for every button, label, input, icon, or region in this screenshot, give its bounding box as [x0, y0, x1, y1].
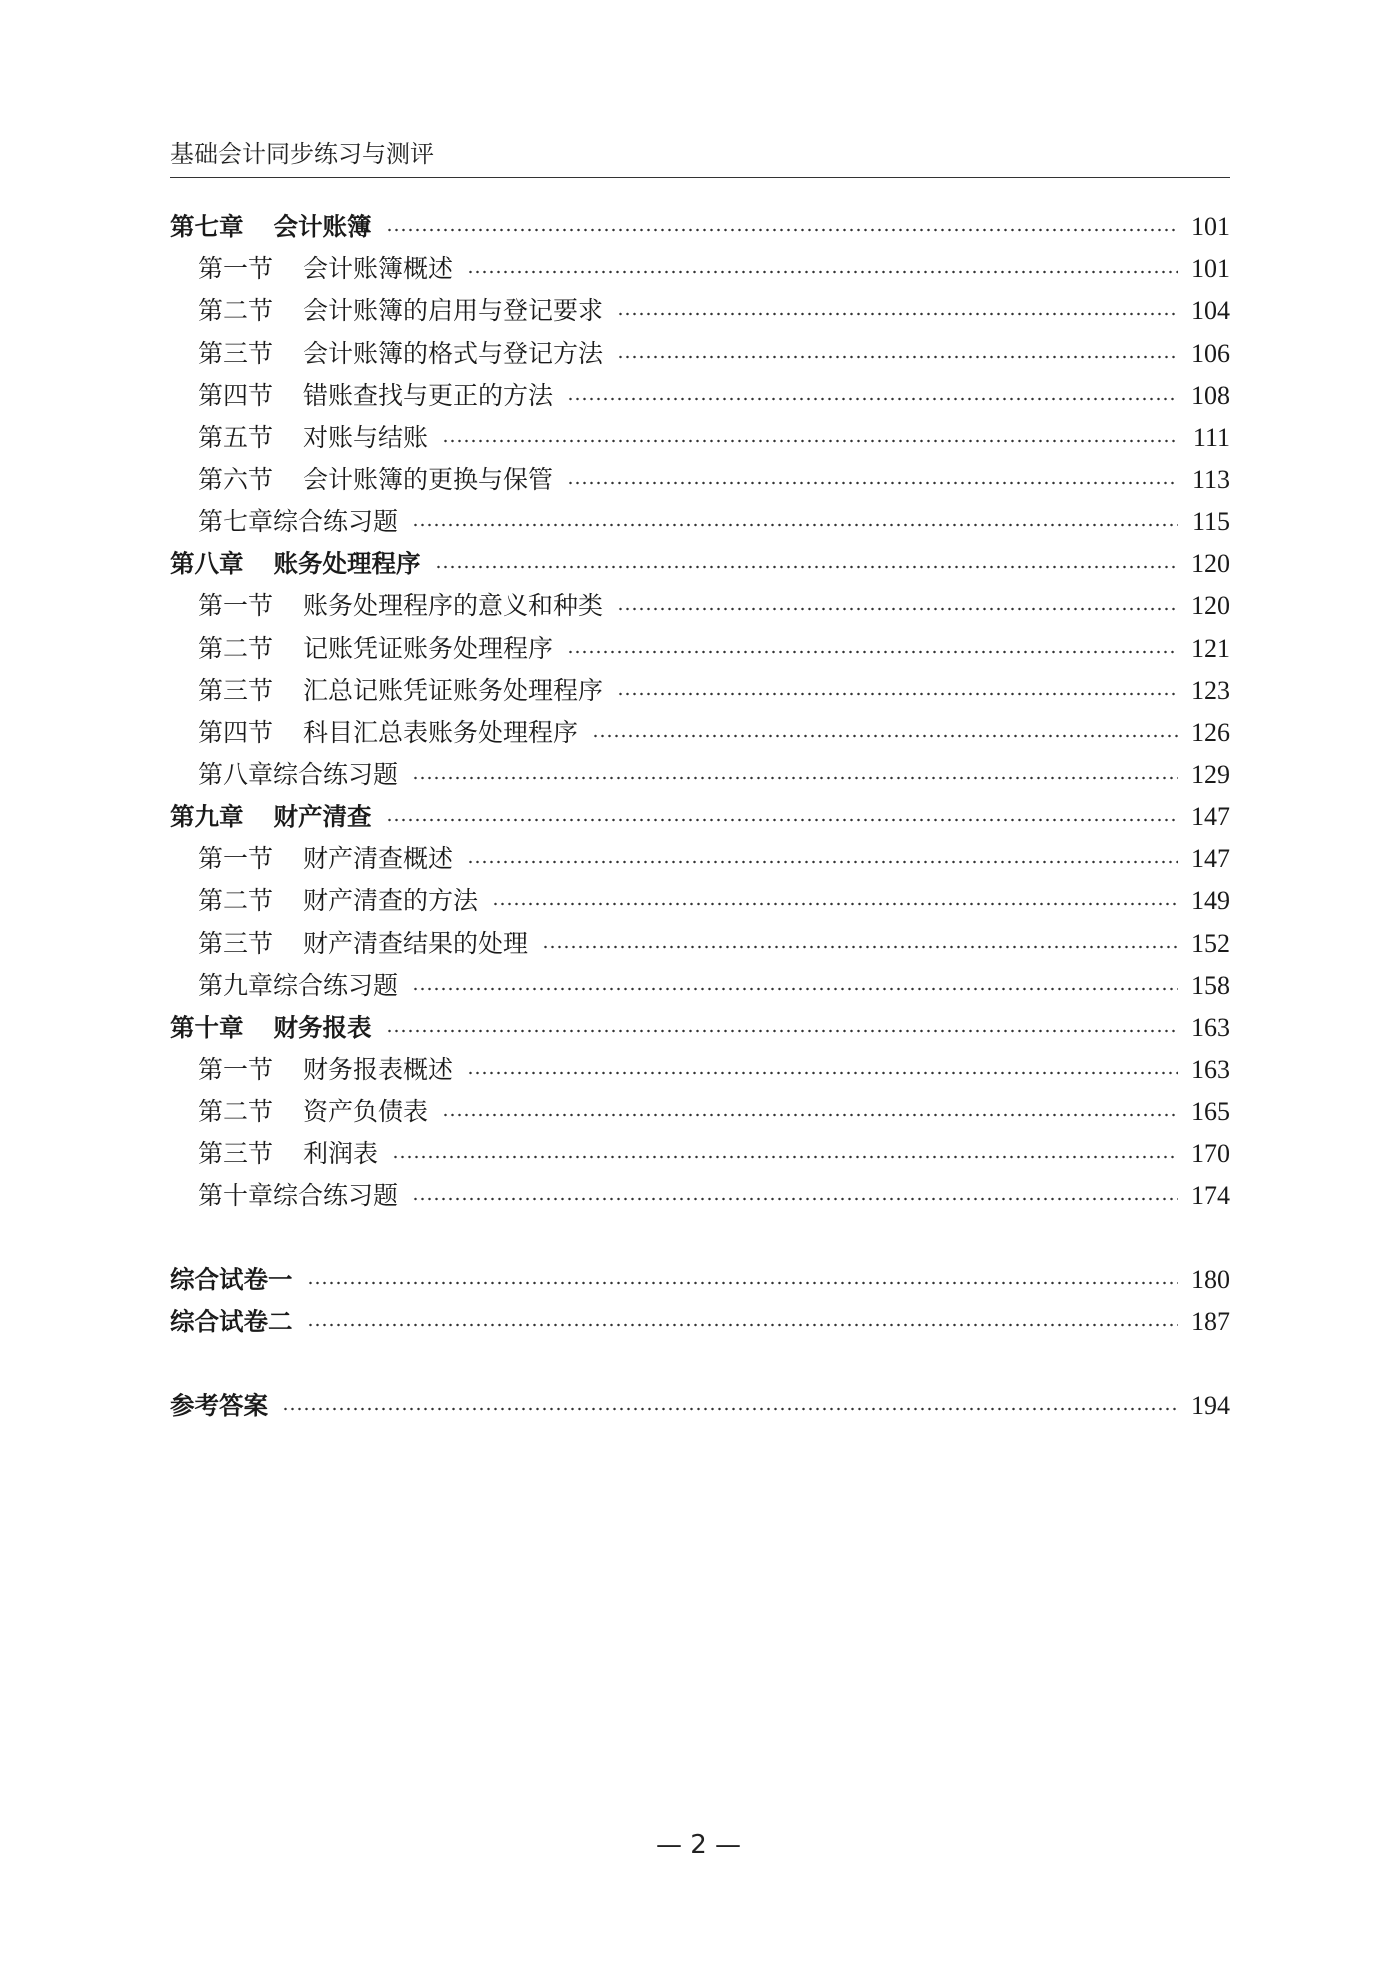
- dot-leader: [592, 731, 1178, 741]
- dot-leader: [392, 1152, 1178, 1162]
- toc-entry-label: [170, 206, 372, 248]
- toc-entry-number: 第三节: [198, 675, 274, 705]
- toc-entry-number: 第四节: [198, 380, 274, 410]
- toc-entry-page: 104: [1191, 296, 1230, 326]
- dot-leader: [567, 394, 1178, 404]
- toc-entry-label: [170, 628, 553, 670]
- toc-entry-section[interactable]: [170, 922, 1230, 964]
- dot-leader: [467, 1068, 1178, 1078]
- toc-entry-section[interactable]: [170, 880, 1230, 922]
- toc-entry-number: 第一节: [198, 591, 274, 621]
- toc-entry-label: [170, 1385, 268, 1427]
- toc-group-chapters: [170, 206, 1230, 1217]
- toc-entry-title: 会计账簿的启用与登记要求: [303, 296, 604, 326]
- dot-leader: [567, 647, 1178, 657]
- toc-entry-page: 106: [1191, 338, 1230, 368]
- dot-leader: [567, 478, 1178, 488]
- toc-entry-label: [170, 543, 421, 585]
- toc-entry-title: 第七章综合练习题: [198, 507, 399, 537]
- toc-entry-label: [170, 754, 398, 796]
- toc-entry-section[interactable]: [170, 459, 1230, 501]
- table-of-contents: [170, 206, 1230, 1427]
- toc-entry-number: 第十章: [170, 1012, 244, 1042]
- toc-entry-number: 第二节: [198, 886, 274, 916]
- toc-group-answers: [170, 1385, 1230, 1427]
- toc-entry-label: [170, 1049, 453, 1091]
- header-rule: [170, 177, 1230, 178]
- toc-entry-section[interactable]: [170, 1091, 1230, 1133]
- toc-entry-page: 187: [1191, 1306, 1230, 1336]
- toc-entry-page: 174: [1191, 1181, 1230, 1211]
- toc-entry-section[interactable]: [170, 670, 1230, 712]
- toc-entry-title: 财产清查的方法: [303, 886, 479, 916]
- toc-entry-number: 第五节: [198, 422, 274, 452]
- toc-entry-exercise[interactable]: [170, 1175, 1230, 1217]
- toc-entry-number: 第三节: [198, 928, 274, 958]
- toc-entry-chapter[interactable]: [170, 543, 1230, 585]
- toc-entry-title: 会计账簿: [273, 212, 372, 242]
- toc-entry-label: [170, 1133, 378, 1175]
- toc-entry-number: 第二节: [198, 296, 274, 326]
- toc-entry-section[interactable]: [170, 1133, 1230, 1175]
- toc-entry-label: [170, 1259, 293, 1301]
- toc-entry-page: 108: [1191, 380, 1230, 410]
- toc-entry-label: [170, 670, 603, 712]
- toc-entry-page: 158: [1191, 970, 1230, 1000]
- toc-entry-section[interactable]: [170, 375, 1230, 417]
- toc-entry-section[interactable]: [170, 838, 1230, 880]
- toc-entry-title: 会计账簿的更换与保管: [303, 464, 554, 494]
- toc-entry-page: 126: [1191, 717, 1230, 747]
- toc-entry-number: 第八章: [170, 549, 244, 579]
- dot-leader: [386, 225, 1179, 235]
- toc-entry-section[interactable]: [170, 1049, 1230, 1091]
- dot-leader: [412, 1194, 1178, 1204]
- toc-entry-page: 123: [1191, 675, 1230, 705]
- toc-entry-title: 账务处理程序的意义和种类: [303, 591, 604, 621]
- toc-entry-label: [170, 923, 528, 965]
- toc-entry-page: 120: [1191, 591, 1230, 621]
- toc-entry-title: 参考答案: [170, 1390, 268, 1420]
- toc-entry-label: [170, 290, 603, 332]
- dot-leader: [442, 436, 1178, 446]
- dot-leader: [307, 1278, 1179, 1288]
- toc-entry-top[interactable]: [170, 1301, 1230, 1343]
- toc-entry-page: 163: [1191, 1054, 1230, 1084]
- toc-entry-section[interactable]: [170, 417, 1230, 459]
- toc-entry-title: 财产清查: [273, 802, 372, 832]
- toc-entry-label: [170, 248, 453, 290]
- toc-entry-label: [170, 459, 553, 501]
- toc-entry-number: 第四节: [198, 717, 274, 747]
- toc-entry-title: 会计账簿概述: [303, 254, 454, 284]
- toc-entry-label: [170, 501, 398, 543]
- dot-leader: [435, 562, 1179, 572]
- toc-entry-number: 第七章: [170, 212, 244, 242]
- toc-entry-exercise[interactable]: [170, 501, 1230, 543]
- toc-entry-section[interactable]: [170, 585, 1230, 627]
- toc-entry-label: [170, 375, 553, 417]
- toc-entry-label: [170, 965, 398, 1007]
- toc-entry-number: 第三节: [198, 1139, 274, 1169]
- toc-entry-page: 165: [1191, 1097, 1230, 1127]
- page-number: — 2 —: [655, 1830, 742, 1860]
- toc-entry-title: 财务报表: [273, 1012, 372, 1042]
- toc-entry-page: 194: [1191, 1390, 1230, 1420]
- toc-entry-section[interactable]: [170, 290, 1230, 332]
- toc-entry-exercise[interactable]: [170, 754, 1230, 796]
- toc-entry-title: 财产清查结果的处理: [303, 928, 529, 958]
- toc-entry-exercise[interactable]: [170, 965, 1230, 1007]
- dot-leader: [617, 309, 1178, 319]
- toc-entry-label: [170, 1091, 428, 1133]
- toc-entry-section[interactable]: [170, 627, 1230, 669]
- dot-leader: [467, 267, 1178, 277]
- dot-leader: [542, 942, 1178, 952]
- toc-entry-page: 113: [1191, 464, 1230, 494]
- dot-leader: [412, 773, 1178, 783]
- toc-entry-title: 综合试卷二: [170, 1306, 293, 1336]
- dot-leader: [617, 689, 1178, 699]
- dot-leader: [412, 984, 1178, 994]
- toc-entry-number: 第二节: [198, 633, 274, 663]
- toc-entry-label: [170, 585, 603, 627]
- toc-group-exams: [170, 1258, 1230, 1342]
- toc-spacer: [170, 1217, 1230, 1258]
- toc-entry-page: 180: [1191, 1264, 1230, 1294]
- toc-entry-page: 111: [1192, 422, 1230, 452]
- toc-entry-page: 163: [1191, 1012, 1230, 1042]
- dot-leader: [282, 1404, 1178, 1414]
- toc-entry-section[interactable]: [170, 332, 1230, 374]
- toc-entry-title: 错账查找与更正的方法: [303, 380, 554, 410]
- toc-entry-title: 综合试卷一: [170, 1264, 293, 1294]
- toc-entry-page: 147: [1191, 844, 1230, 874]
- toc-entry-page: 121: [1191, 633, 1230, 663]
- toc-entry-label: [170, 838, 453, 880]
- toc-spacer: [170, 1343, 1230, 1385]
- toc-entry-section[interactable]: [170, 712, 1230, 754]
- toc-entry-number: 第一节: [198, 844, 274, 874]
- toc-entry-label: [170, 1007, 372, 1049]
- dot-leader: [467, 857, 1178, 867]
- toc-entry-label: [170, 1301, 293, 1343]
- toc-entry-page: 115: [1191, 507, 1230, 537]
- toc-entry-label: [170, 417, 428, 459]
- toc-entry-title: 第十章综合练习题: [198, 1181, 399, 1211]
- toc-entry-number: 第六节: [198, 464, 274, 494]
- toc-entry-label: [170, 796, 372, 838]
- toc-entry-title: 会计账簿的格式与登记方法: [303, 338, 604, 368]
- toc-entry-number: 第一节: [198, 1054, 274, 1084]
- toc-entry-title: 科目汇总表账务处理程序: [303, 717, 579, 747]
- dot-leader: [442, 1110, 1178, 1120]
- toc-entry-page: 147: [1191, 802, 1230, 832]
- toc-entry-title: 第八章综合练习题: [198, 759, 399, 789]
- toc-entry-title: 财产清查概述: [303, 844, 454, 874]
- toc-entry-number: 第二节: [198, 1097, 274, 1127]
- toc-entry-title: 资产负债表: [303, 1097, 429, 1127]
- toc-entry-section[interactable]: [170, 248, 1230, 290]
- toc-entry-chapter[interactable]: [170, 1007, 1230, 1049]
- dot-leader: [617, 352, 1178, 362]
- toc-entry-page: 101: [1191, 254, 1230, 284]
- toc-entry-chapter[interactable]: [170, 796, 1230, 838]
- toc-entry-chapter[interactable]: [170, 206, 1230, 248]
- toc-entry-page: 129: [1191, 759, 1230, 789]
- toc-entry-number: 第九章: [170, 802, 244, 832]
- toc-entry-title: 记账凭证账务处理程序: [303, 633, 554, 663]
- toc-entry-page: 152: [1191, 928, 1230, 958]
- dot-leader: [386, 815, 1179, 825]
- toc-entry-title: 账务处理程序: [273, 549, 421, 579]
- toc-entry-number: 第一节: [198, 254, 274, 284]
- toc-entry-page: 149: [1191, 886, 1230, 916]
- toc-entry-title: 汇总记账凭证账务处理程序: [303, 675, 604, 705]
- toc-entry-page: 101: [1191, 212, 1230, 242]
- dot-leader: [386, 1026, 1179, 1036]
- toc-entry-label: [170, 333, 603, 375]
- toc-entry-label: [170, 880, 478, 922]
- toc-entry-top[interactable]: [170, 1385, 1230, 1427]
- dot-leader: [492, 899, 1178, 909]
- dot-leader: [307, 1320, 1179, 1330]
- dot-leader: [412, 520, 1178, 530]
- toc-entry-title: 利润表: [303, 1139, 379, 1169]
- dot-leader: [617, 604, 1178, 614]
- toc-entry-label: [170, 712, 578, 754]
- toc-entry-number: 第三节: [198, 338, 274, 368]
- toc-entry-label: [170, 1175, 398, 1217]
- toc-entry-page: 170: [1191, 1139, 1230, 1169]
- toc-entry-title: 财务报表概述: [303, 1054, 454, 1084]
- toc-entry-top[interactable]: [170, 1258, 1230, 1300]
- running-header: 基础会计同步练习与测评: [170, 140, 434, 168]
- toc-entry-page: 120: [1191, 549, 1230, 579]
- toc-entry-title: 对账与结账: [303, 422, 429, 452]
- toc-entry-title: 第九章综合练习题: [198, 970, 399, 1000]
